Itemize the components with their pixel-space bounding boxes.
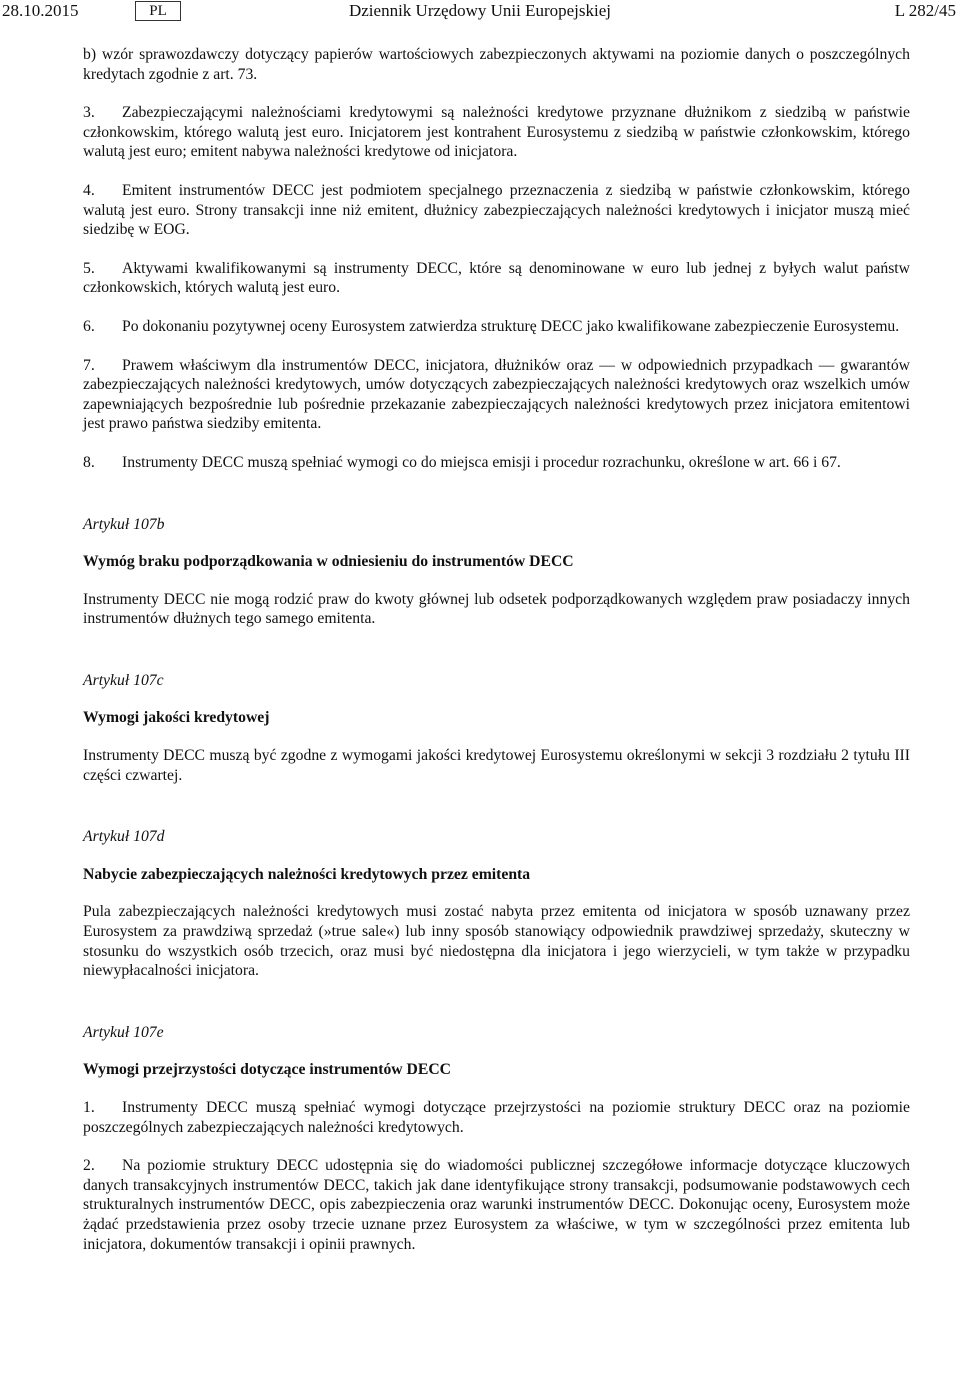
point-7 — [83, 356, 910, 434]
point-number: 6. — [83, 317, 95, 335]
publication-date: 28.10.2015 — [2, 1, 79, 20]
paragraph-number: 1. — [83, 1099, 95, 1116]
point-number: 4. — [83, 181, 95, 199]
point-3 — [83, 103, 910, 162]
point-4 — [83, 181, 910, 240]
article-107d-body: Pula zabezpieczających należności kredytowych musi zostać nabyta przez emitenta od inicjatora w sposób uznawany przez Eurosystem za prawdziwą sprzedaż (»true sale«) lub inny sposób stanowiący odpowiednik prawdziwej sprzedaży, skuteczny w stosunku do wszystkich osób trzecich, oraz musi być niedostępna dla inicjatora i jego wierzycieli, w tym także w przypadku niewypłacalności inicjatora. — [83, 903, 910, 980]
point-number: 3. — [83, 104, 95, 122]
article-107b-body: Instrumenty DECC nie mogą rodzić praw do kwoty głównej lub odsetek podporządkowanych względem praw posiadaczy innych instrumentów dłużnych tego samego emitenta. — [83, 590, 910, 628]
paragraph-text: Instrumenty DECC muszą spełniać wymogi dotyczące przejrzystości na poziomie struktury DECC oraz na poziomie poszczególnych zabezpieczających należności kredytowych. — [83, 1099, 910, 1136]
point-number: 8. — [83, 453, 95, 471]
point-text: Prawem właściwym dla instrumentów DECC, inicjatora, dłużników oraz — w odpowiednich przypadkach — gwarantów zabezpieczających należności kredytowych, umów dotyczących zabezpieczających należności kredytowych oraz wszelkich umów zapewniających bezpośrednie lub pośrednie przekazanie zabezpieczających należności kredytowych przez inicjatora emitentowi jest prawo państwa siedziby emitenta. — [83, 356, 910, 433]
page-header — [0, 0, 960, 22]
point-8 — [83, 453, 910, 473]
page-reference: L 282/45 — [894, 1, 956, 20]
point-text: Po dokonaniu pozytywnej oceny Eurosystem zatwierdza strukturę DECC jako kwalifikowane zabezpieczenie Eurosystemu. — [122, 317, 900, 335]
point-text: Zabezpieczającymi należnościami kredytowymi są należności kredytowe przyznane dłużnikom z siedzibą w państwie członkowskim, którego walutą jest euro. Inicjatorem jest kontrahent Eurosystemu z siedzibą w państwie członkowskim, którego walutą jest euro; emitent nabywa należności kredytowe od inicjatora. — [83, 104, 910, 161]
article-107e-paragraph-2 — [83, 1156, 910, 1254]
article-107c-body: Instrumenty DECC muszą być zgodne z wymogami jakości kredytowej Eurosystemu określonymi w sekcji 3 rozdziału 2 tytułu III części czwartej. — [83, 747, 910, 784]
article-107e-number: Artykuł 107e — [83, 1023, 164, 1041]
language-badge: PL — [135, 1, 181, 21]
article-107c-title: Wymogi jakości kredytowej — [83, 709, 270, 727]
point-text: Instrumenty DECC muszą spełniać wymogi co do miejsca emisji i procedur rozrachunku, określone w art. 66 i 67. — [122, 453, 841, 471]
article-107b-number: Artykuł 107b — [83, 515, 165, 533]
article-107e-title: Wymogi przejrzystości dotyczące instrumentów DECC — [83, 1061, 451, 1079]
article-107d-number: Artykuł 107d — [83, 828, 165, 846]
paragraph-text: Na poziomie struktury DECC udostępnia się do wiadomości publicznej szczegółowe informacje dotyczące kluczowych danych transakcyjnych instrumentów DECC, takich jak dane identyfikujące strony transakcji, podsumowanie podstawowych cech strukturalnych instrumentów DECC, opis zabezpieczenia oraz warunki instrumentów DECC. Dokonując oceny, Eurosystem może żądać przedstawienia przez osoby trzecie uznane przez Eurosystem za właściwe, w tym w szczególności przez emitenta lub inicjatora, dokumentów transakcji i opinii prawnych. — [83, 1157, 910, 1253]
point-number: 7. — [83, 356, 95, 374]
point-text: Emitent instrumentów DECC jest podmiotem specjalnego przeznaczenia z siedzibą w państwie członkowskim, którego walutą jest euro. Strony transakcji inne niż emitent, dłużnicy zabezpieczających należności kredytowych i inicjator muszą mieć siedzibę w EOG. — [83, 181, 910, 239]
point-b: b) wzór sprawozdawczy dotyczący papierów wartościowych zabezpieczonych aktywami na poziomie danych o poszczególnych kredytach zgodnie z art. 73. — [83, 46, 910, 83]
journal-title: Dziennik Urzędowy Unii Europejskiej — [348, 1, 611, 20]
document-body — [83, 45, 910, 1254]
point-text: Aktywami kwalifikowanymi są instrumenty DECC, które są denominowane w euro lub jednej z byłych walut państw członkowskich, których walutą jest euro. — [83, 259, 910, 297]
article-107d-title: Nabycie zabezpieczających należności kredytowych przez emitenta — [83, 865, 531, 883]
article-107e-paragraph-1 — [83, 1098, 910, 1137]
point-number: 5. — [83, 259, 95, 277]
point-5 — [83, 259, 910, 298]
article-107c-number: Artykuł 107c — [83, 671, 164, 689]
article-107b-title: Wymóg braku podporządkowania w odniesieniu do instrumentów DECC — [83, 553, 574, 571]
paragraph-number: 2. — [83, 1157, 95, 1175]
point-6 — [83, 317, 910, 337]
